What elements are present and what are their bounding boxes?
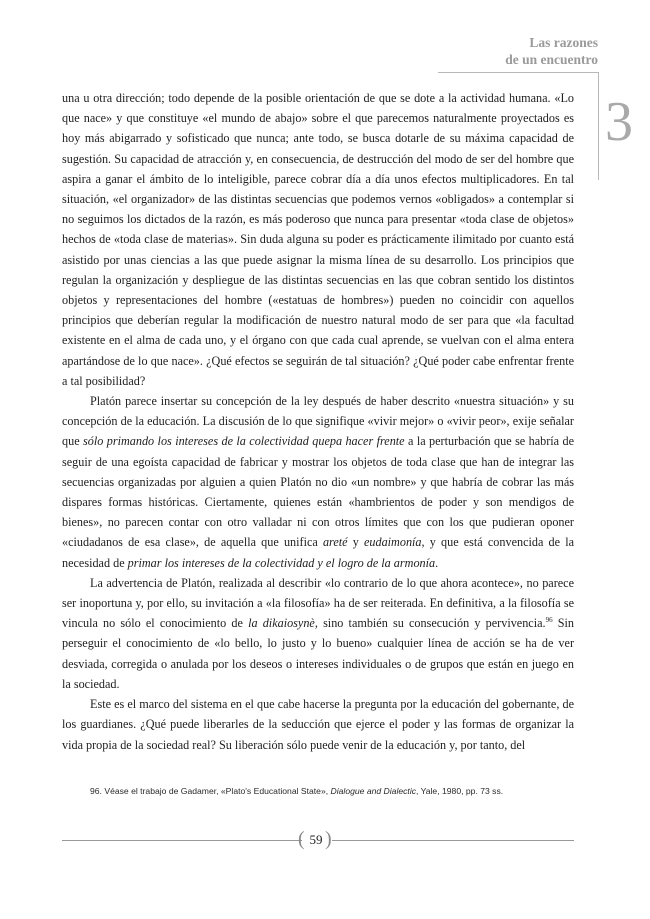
text-run: a la perturbación que se habría de seguir de una egoísta capacidad de fabricar y mostrar los objetos de toda clase que han de integrar las secuencias organizadas por alguien a quien Platón no dio «un nombre» y que habría de cobrar las más dispares formas históricas. Ciertamente, quienes están «hambrientos de poder y son mendigos de bienes», no parecen contar con otro valladar ni con otros límites que con los que pudieran oponer «ciudadanos de esa clase», de aquella que unifica	[62, 434, 574, 550]
footer-rule-left	[62, 840, 302, 841]
text-run: , sino también su consecución y pervivencia.	[314, 616, 546, 631]
italic-run: la dikaiosynè	[248, 616, 315, 631]
header-rule	[438, 72, 598, 73]
text-run: y	[347, 535, 364, 550]
footer-rule-right	[332, 840, 574, 841]
footnote-text: 96. Véase el trabajo de Gadamer, «Plato's Educational State»,	[90, 786, 331, 796]
page-bracket-right: )	[325, 828, 332, 850]
footnote-text: , Yale, 1980, pp. 73 ss.	[416, 786, 504, 796]
running-head-line2: de un encuentro	[505, 52, 598, 67]
paragraph-3	[62, 573, 574, 694]
page-number: 59	[309, 832, 323, 847]
italic-run: eudaimonía	[363, 535, 422, 550]
footnote-ref[interactable]: 96	[545, 616, 553, 625]
chapter-rule	[598, 72, 599, 180]
italic-run: sólo primando los intereses de la colectividad quepa hacer frente	[83, 434, 405, 449]
text-run: .	[435, 555, 439, 570]
text-run: Sin perseguir el conocimiento de «lo bello, lo justo y lo bueno» cualquier línea de acción se ha de ver desviada, corregida o anulada por los deseos o intereses individuales o de grupos que están en juego en la sociedad.	[62, 616, 574, 691]
page-bracket-left: (	[298, 828, 305, 850]
paragraph-2	[62, 391, 574, 573]
italic-run: areté	[322, 535, 348, 550]
paragraph-4: Este es el marco del sistema en el que cabe hacerse la pregunta por la educación del gobernante, de los guardianes. ¿Qué puede liberarles de la seducción que ejerce el poder y las formas de organizar la vida propia de la sociedad real? Su liberación sólo puede venir de la educación y, por tanto, del	[62, 697, 574, 752]
text-run: La advertencia de Platón, realizada al describir «lo contrario de lo que ahora acontece», no parece ser inoportuna y, por ello, su invitación a «la filosofía» ha de ser reiterada. En definitiva, a la filosofía se vincula no sólo el conocimiento de	[62, 575, 574, 631]
running-head-line1: Las razones	[529, 35, 598, 50]
chapter-number: 3	[605, 91, 633, 153]
running-head	[505, 34, 598, 68]
footnote-96	[90, 785, 560, 797]
text-run: , y que está convencida de la necesidad de	[62, 535, 575, 570]
paragraph-1: una u otra dirección; todo depende de la posible orientación de que se dote a la actividad humana. «Lo que nace» y que constituye «el mundo de abajo» sobre el que parecemos naturalmente proyectados es hoy más abigarrado y sofisticado que nunca; ante todo, se busca dotarle de su máxima capacidad de sugestión. Su capacidad de atracción y, en consecuencia, de destrucción del modo de ser del hombre que aspira a ganar el ámbito de lo inteligible, parece cobrar día a día unos efectos multiplicadores. En tal situación, «el organizador» de las distintas secuencias que podemos vernos «obligados» a contemplar si no seguimos los dictados de la razón, es más poderoso que nunca para presentar «toda clase de objetos» hechos de «toda clase de materias». Sin duda alguna su poder es prácticamente ilimitado por cuanto está asistido por unas ciencias a las que puede asignar la misma línea de su desarrollo. Los principios que regulan la organización y despliegue de las distintas secuencias en las que cobran sentido los distintos objetos y representaciones del hombre («estatuas de hombres») pueden no coincidir con aquellos principios que deberían regular la modificación de nuestro natural modo de ser para que «la facultad existente en el alma de cada uno, y el órgano con que cada cual aprende, se vuelvan con el alma entera apartándose de lo que nace». ¿Qué efectos se seguirán de tal situación? ¿Qué poder cabe enfrentar frente a tal posibilidad?	[62, 91, 574, 388]
text-run: Platón parece insertar su concepción de la ley después de haber descrito «nuestra situación» y su concepción de la educación. La discusión de lo que signifique «vivir mejor» o «vivir peor», exije señalar que	[62, 394, 574, 449]
italic-run: primar los intereses de la colectividad y el logro de la armonía	[127, 555, 436, 570]
body-text	[62, 88, 574, 755]
footnote-italic: Dialogue and Dialectic	[330, 786, 417, 796]
